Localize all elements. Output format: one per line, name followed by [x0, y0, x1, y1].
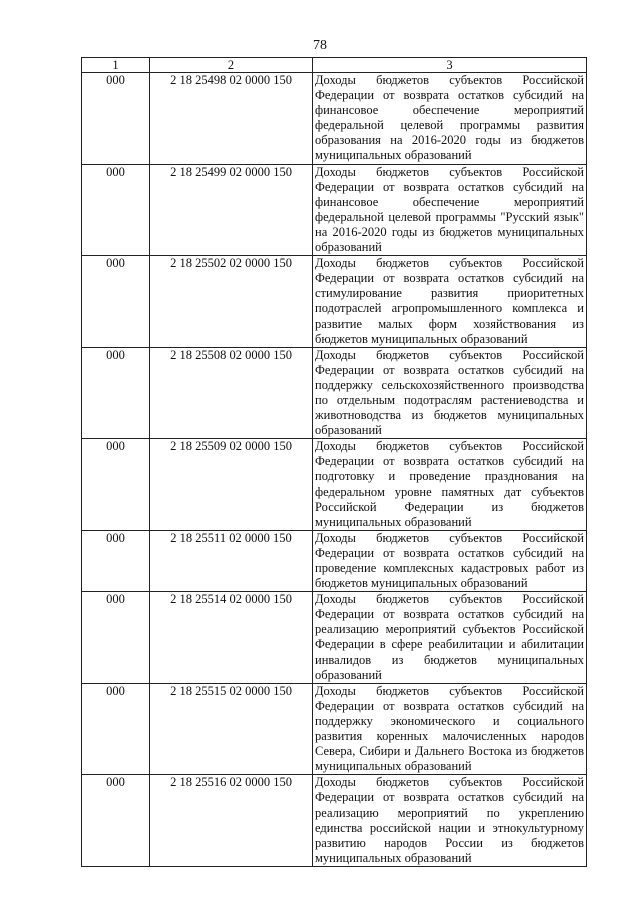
table-row — [82, 256, 587, 348]
header-col-2: 2 — [150, 58, 313, 73]
table-row — [82, 775, 587, 867]
kbk-code-cell: 2 18 25499 02 0000 150 — [150, 164, 313, 256]
description-cell: Доходы бюджетов субъектов Российской Федерации от возврата остатков субсидий на подготовку и проведение празднования на федеральном уровне памятных дат субъектов Российской Федерации из бюджетов муниципальных образований — [313, 439, 587, 531]
description-cell: Доходы бюджетов субъектов Российской Федерации от возврата остатков субсидий на проведение комплексных кадастровых работ из бюджетов муниципальных образований — [313, 530, 587, 591]
description-cell: Доходы бюджетов субъектов Российской Федерации от возврата остатков субсидий на стимулирование развития приоритетных подотраслей агропромышленного комплекса и развитие малых форм хозяйствования из бюджетов муниципальных образований — [313, 256, 587, 348]
kbk-code-cell: 2 18 25514 02 0000 150 — [150, 592, 313, 684]
table-row — [82, 439, 587, 531]
table-header-row — [82, 58, 587, 73]
kbk-code-cell: 2 18 25509 02 0000 150 — [150, 439, 313, 531]
description-cell: Доходы бюджетов субъектов Российской Федерации от возврата остатков субсидий на поддержку экономического и социального развития коренных малочисленных народов Севера, Сибири и Дальнего Востока из бюджетов муниципальных образований — [313, 683, 587, 775]
admin-code-cell: 000 — [82, 530, 150, 591]
table-row — [82, 164, 587, 256]
kbk-code-cell: 2 18 25508 02 0000 150 — [150, 347, 313, 439]
kbk-code-cell: 2 18 25515 02 0000 150 — [150, 683, 313, 775]
header-col-3: 3 — [313, 58, 587, 73]
budget-codes-table — [81, 57, 587, 867]
admin-code-cell: 000 — [82, 775, 150, 867]
description-cell: Доходы бюджетов субъектов Российской Федерации от возврата остатков субсидий на финансовое обеспечение мероприятий федеральной целевой программы развития образования на 2016-2020 годы из бюджетов муниципальных образований — [313, 73, 587, 165]
table-row — [82, 530, 587, 591]
kbk-code-cell: 2 18 25498 02 0000 150 — [150, 73, 313, 165]
description-cell: Доходы бюджетов субъектов Российской Федерации от возврата остатков субсидий на поддержку сельскохозяйственного производства по отдельным подотраслям растениеводства и животноводства из бюджетов муниципальных образований — [313, 347, 587, 439]
table-row — [82, 592, 587, 684]
kbk-code-cell: 2 18 25502 02 0000 150 — [150, 256, 313, 348]
admin-code-cell: 000 — [82, 347, 150, 439]
admin-code-cell: 000 — [82, 73, 150, 165]
page-number: 78 — [313, 38, 327, 53]
table-row — [82, 347, 587, 439]
description-cell: Доходы бюджетов субъектов Российской Федерации от возврата остатков субсидий на реализацию мероприятий по укреплению единства российской нации и этнокультурному развитию народов России из бюджетов муниципальных образований — [313, 775, 587, 867]
admin-code-cell: 000 — [82, 592, 150, 684]
description-cell: Доходы бюджетов субъектов Российской Федерации от возврата остатков субсидий на финансовое обеспечение мероприятий федеральной целевой программы "Русский язык" на 2016-2020 годы из бюджетов муниципальных образований — [313, 164, 587, 256]
admin-code-cell: 000 — [82, 683, 150, 775]
table-row — [82, 73, 587, 165]
kbk-code-cell: 2 18 25511 02 0000 150 — [150, 530, 313, 591]
admin-code-cell: 000 — [82, 256, 150, 348]
admin-code-cell: 000 — [82, 439, 150, 531]
table-row — [82, 683, 587, 775]
admin-code-cell: 000 — [82, 164, 150, 256]
description-cell: Доходы бюджетов субъектов Российской Федерации от возврата остатков субсидий на реализацию мероприятий субъектов Российской Федерации в сфере реабилитации и абилитации инвалидов из бюджетов муниципальных образований — [313, 592, 587, 684]
kbk-code-cell: 2 18 25516 02 0000 150 — [150, 775, 313, 867]
header-col-1: 1 — [82, 58, 150, 73]
